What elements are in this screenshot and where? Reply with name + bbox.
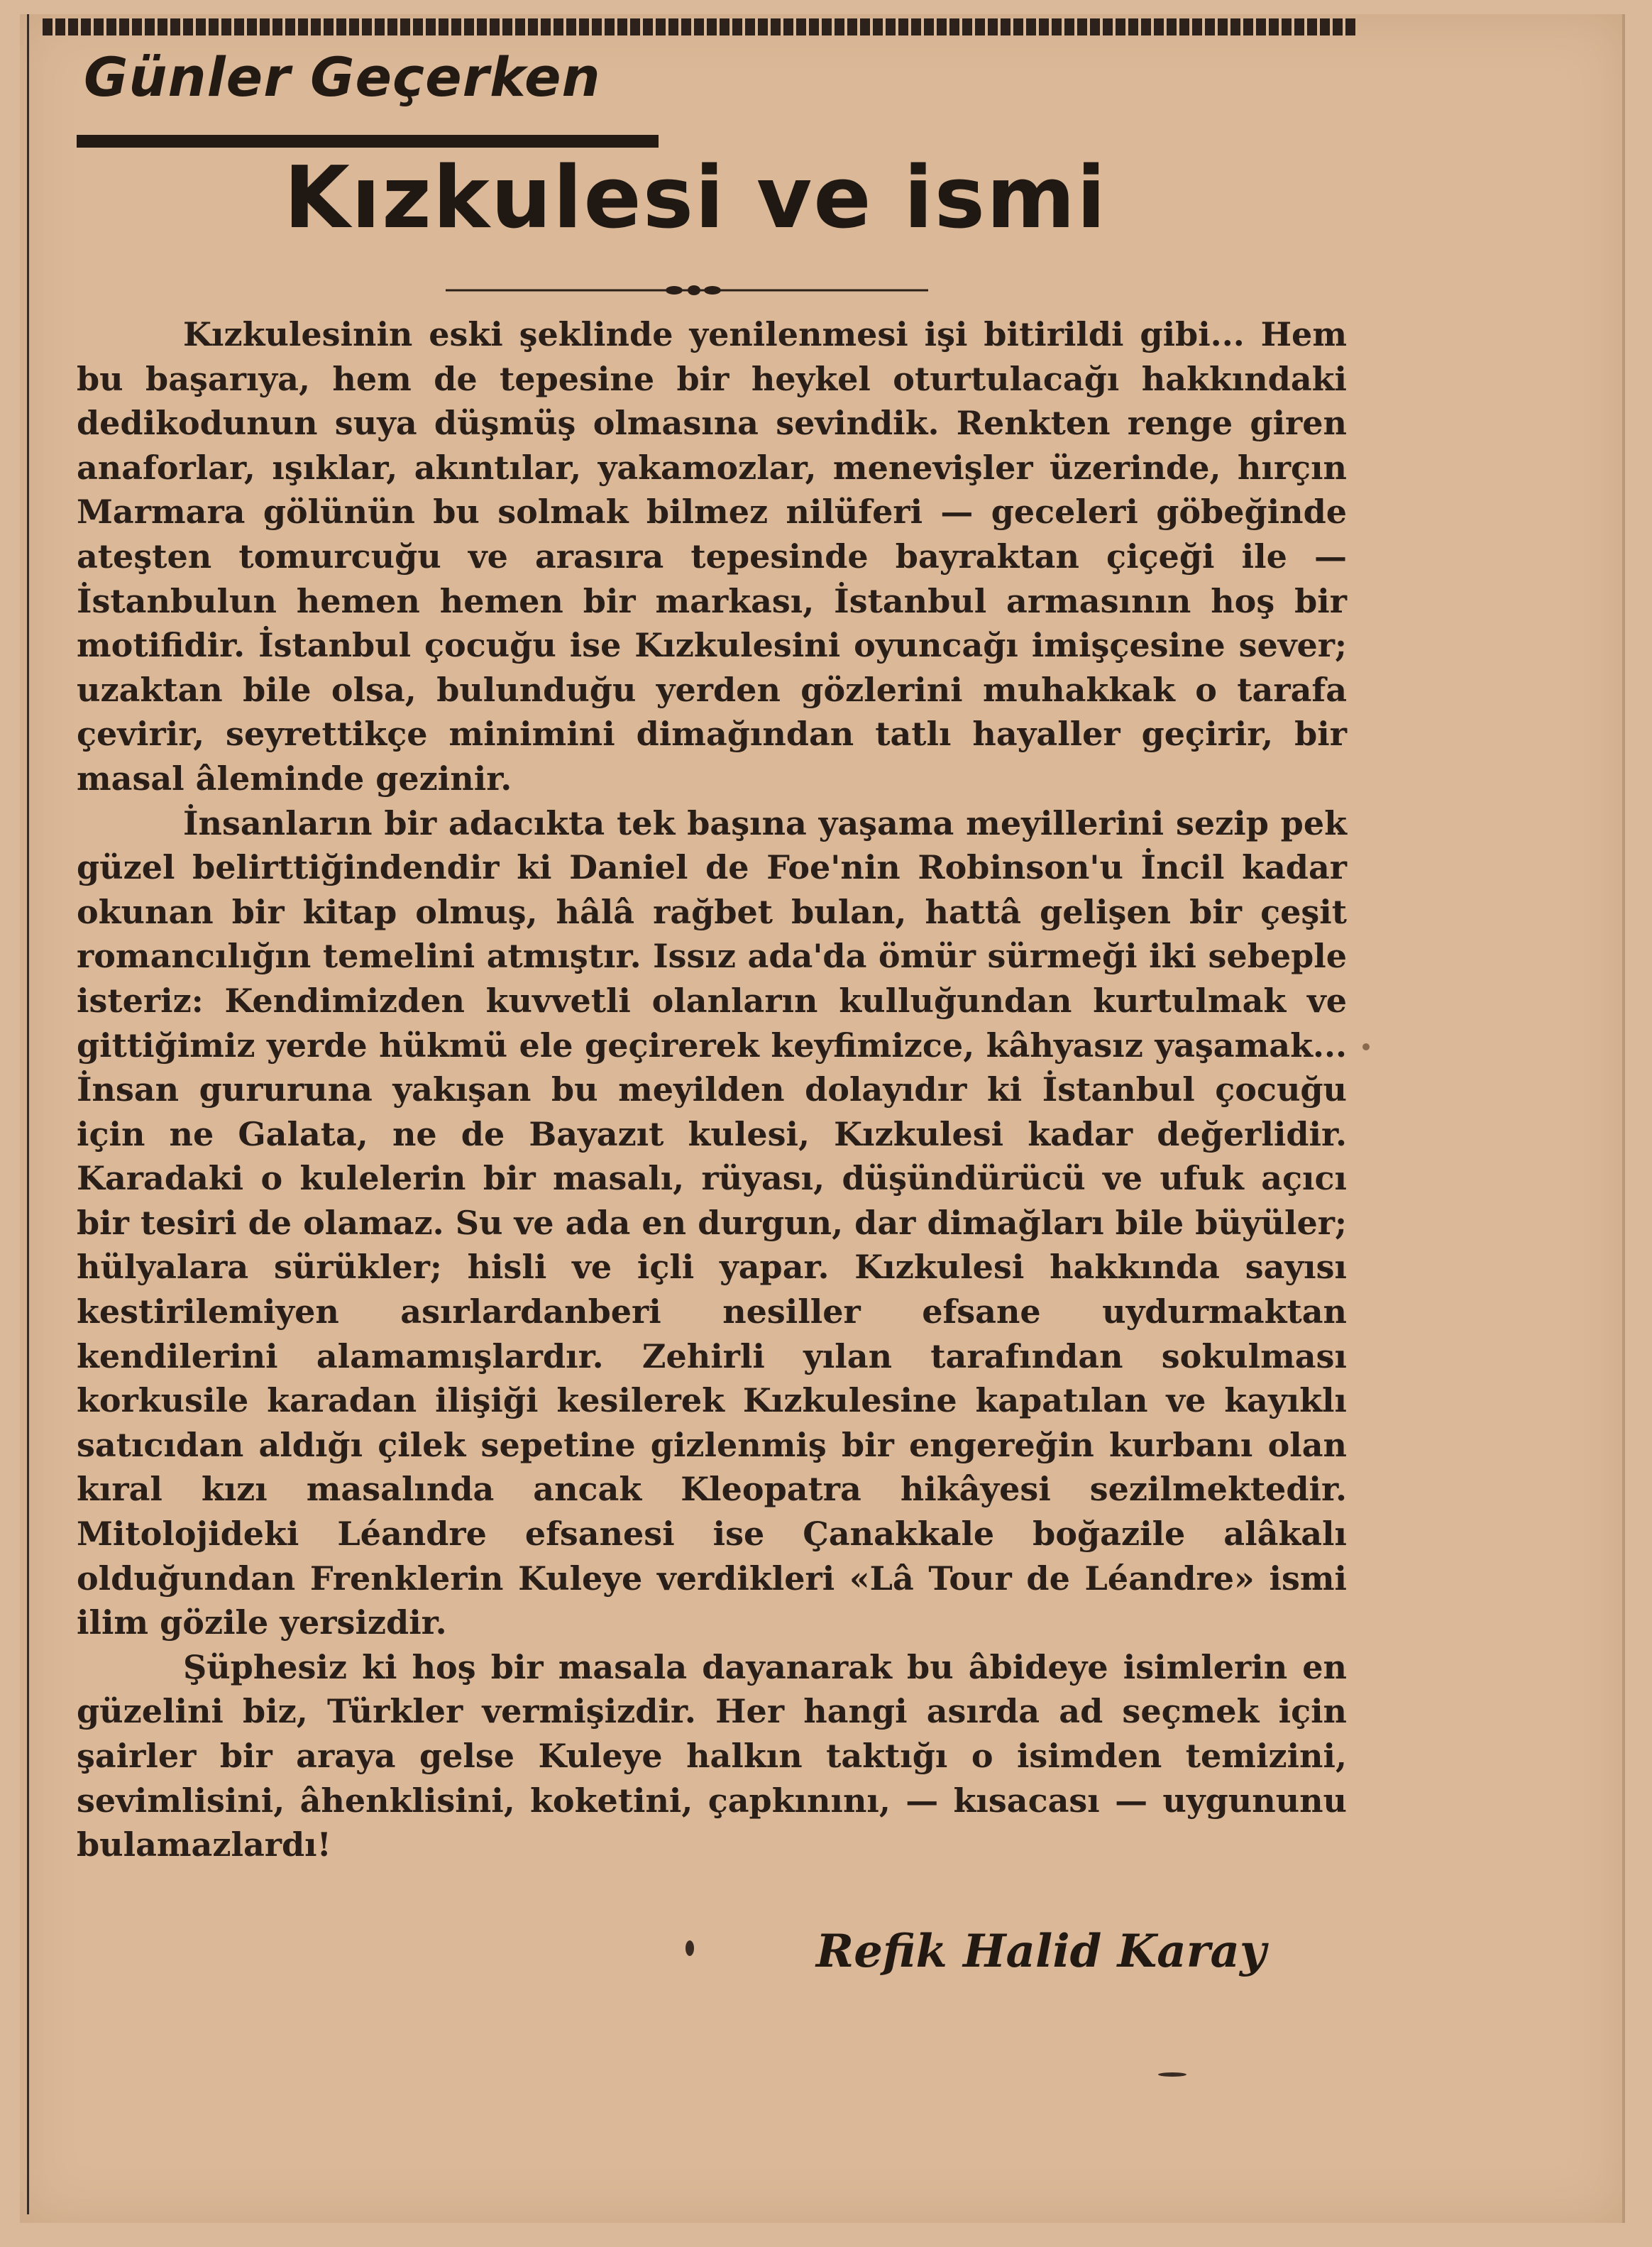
left-column-rule bbox=[27, 14, 29, 2214]
paragraph-1: Kızkulesinin eski şeklinde yenilenmesi işi bitirildi gibi... Hem bu başarıya, hem de tepesine bir heykel oturtulacağı hakkındaki dedikodunun suya düşmüş olmasına sevindik. Renkten renge giren anaforlar, ışıklar, akıntılar, yakamozlar, menevişler üzerinde, hırçın Marmara gölünün bu solmak bilmez nilüferi — geceleri göbeğinde ateşten tomurcuğu ve arasıra tepesinde bayraktan çiçeği ile — İstanbulun hemen hemen bir markası, İstanbul armasının hoş bir motifidir. İstanbul çocuğu ise Kızkulesini oyuncağı imişçesine sever; uzaktan bile olsa, bulunduğu yerden gözlerini muhakkak o tarafa çevirir, seyrettikçe minimini dimağından tatlı hayaller geçirir, bir masal âleminde gezinir. bbox=[77, 315, 1347, 798]
article-body bbox=[77, 312, 1347, 1867]
top-dotted-rule bbox=[43, 18, 1355, 35]
column-kicker: Günler Geçerken bbox=[84, 45, 601, 109]
author-signature: Refik Halid Karay bbox=[816, 1925, 1267, 1978]
ink-speck bbox=[1158, 2072, 1186, 2077]
paragraph-3: Şüphesiz ki hoş bir masala dayanarak bu âbideye isimlerin en güzelini biz, Türkler vermişizdir. Her hangi asırda ad seçmek için şairler bir araya gelse Kuleye halkın taktığı o isimden temizini, sevimlisini, âhenklisini, koketini, çapkınını, — kısacası — uygununu bulamazlardı! bbox=[77, 1647, 1347, 1864]
right-paper-edge bbox=[1622, 14, 1625, 2223]
ink-speck bbox=[1362, 1043, 1370, 1050]
article-headline: Kızkulesi ve ismi bbox=[284, 149, 1108, 248]
kicker-underline bbox=[77, 135, 659, 148]
headline-ornament-rule bbox=[446, 282, 928, 298]
paragraph-2: İnsanların bir adacıkta tek başına yaşama meyillerini sezip pek güzel belirttiğindendir ki Daniel de Foe'nin Robinson'u İncil kadar okunan bir kitap olmuş, hâlâ rağbet bulan, hattâ gelişen bir çeşit romancılığın temelini atmıştır. Issız ada'da ömür sürmeği iki sebeple isteriz: Kendimizden kuvvetli olanların kulluğundan kurtulmak ve gittiğimiz yerde hükmü ele geçirerek keyfimizce, kâhyasız yaşamak... İnsan gururuna yakışan bu meyilden dolayıdır ki İstanbul çocuğu için ne Galata, ne de Bayazıt kulesi, Kızkulesi kadar değerlidir. Karadaki o kulelerin bir masalı, rüyası, düşündürücü ve ufuk açıcı bir tesiri de olamaz. Su ve ada en durgun, dar dimağları bile büyüler; hülyalara sürükler; hisli ve içli yapar. Kızkulesi hakkında sayısı kestirilemiyen asırlardanberi nesiller efsane uydurmaktan kendilerini alamamışlardır. Zehirli yılan tarafından sokulması korkusile karadan ilişiği kesilerek Kızkulesine kapatılan ve kayıklı satıcıdan aldığı çilek sepetine gizlenmiş bir engereğin kurbanı olan kıral kızı masalında ancak Kleopatra hikâyesi sezilmektedir. Mitolojideki Léandre efsanesi ise Çanakkale boğazile alâkalı olduğundan Frenklerin Kuleye verdikleri «Lâ Tour de Léandre» ismi ilim gözile yersizdir. bbox=[77, 803, 1347, 1642]
ink-speck bbox=[685, 1940, 694, 1956]
